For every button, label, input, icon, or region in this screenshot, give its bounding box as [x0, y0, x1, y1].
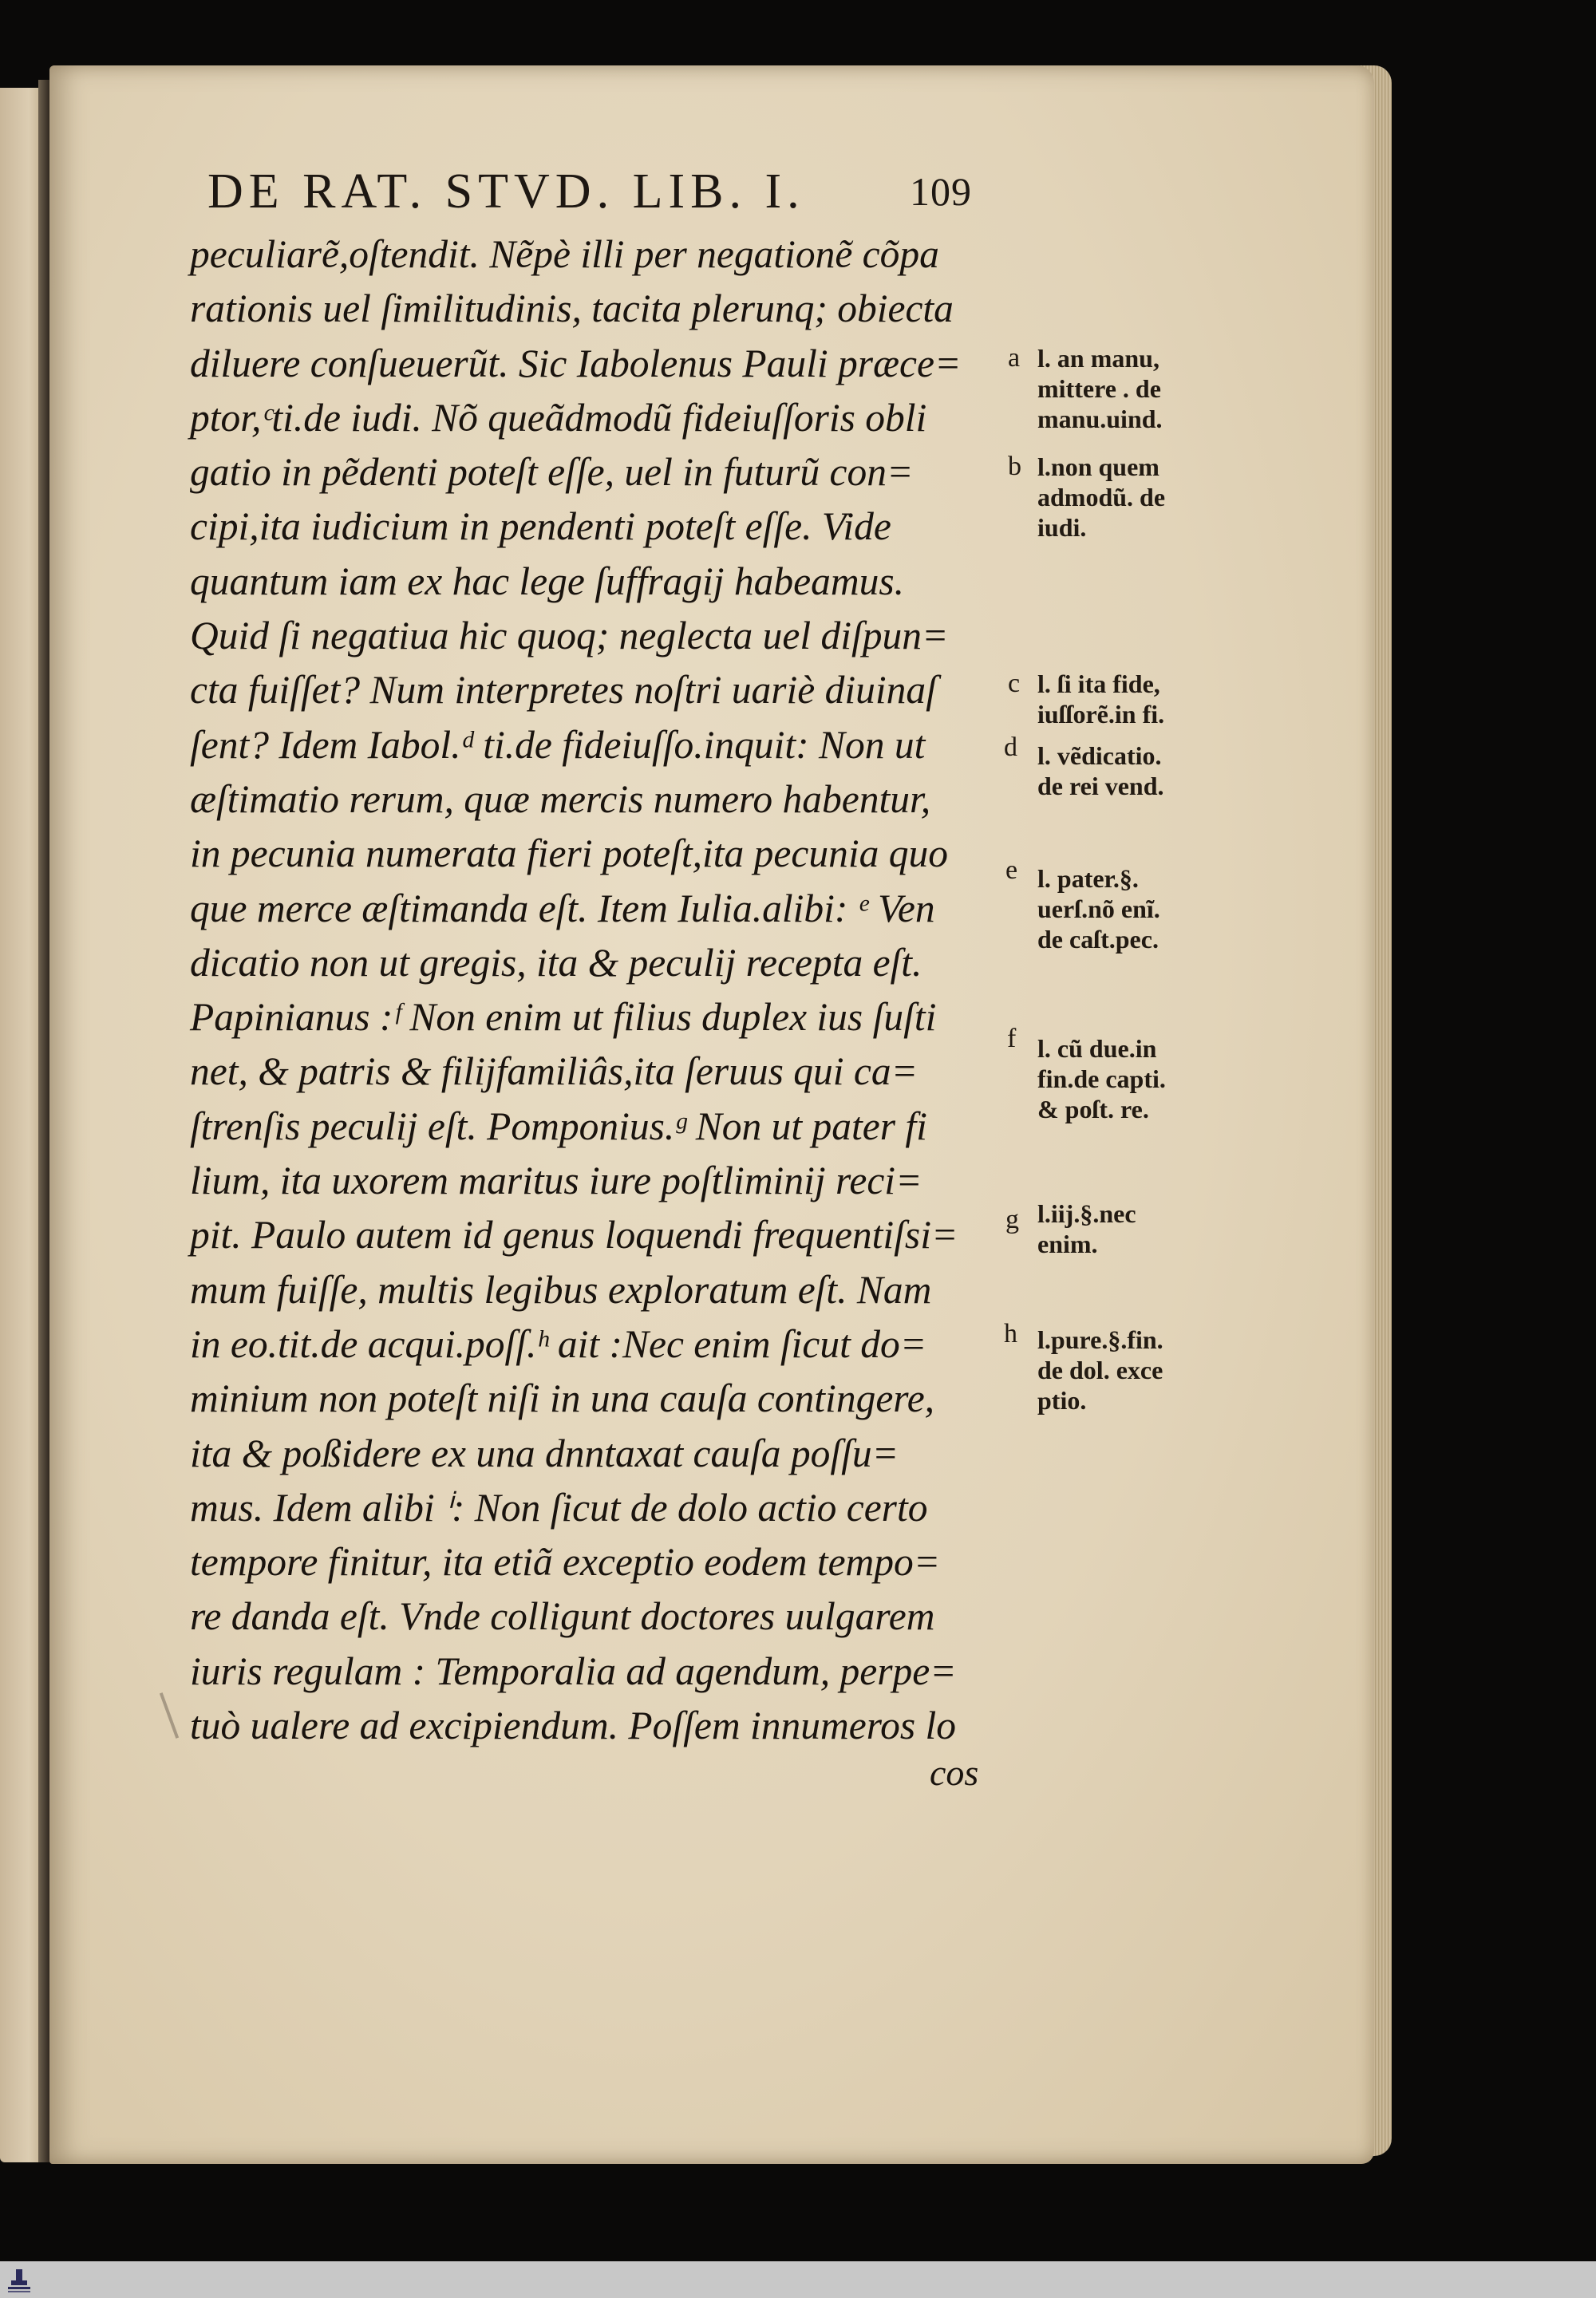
text-line: re danda eſt. Vnde colligunt doctores uulgarem	[190, 1594, 935, 1639]
text-line: mus. Idem alibi ⁱ: Non ſicut de dolo actio certo	[190, 1485, 928, 1530]
text-line: ſtrenſis peculij eſt. Pomponius.ᵍ Non ut pater fi	[190, 1104, 927, 1148]
note-line: l.pure.§.fin.	[1037, 1325, 1163, 1354]
note-line: enim.	[1037, 1230, 1098, 1258]
text-line: Quid ſi negatiua hic quoq; neglecta uel diſpun=	[190, 614, 949, 658]
margin-letter-c: c	[1008, 669, 1021, 698]
text-line: ita & poßidere ex una dnntaxat cauſa poſſu=	[190, 1431, 899, 1475]
text-line: ptor,ᶜti.de iudi. Nõ queãdmodũ fideiuſſoris obli	[190, 395, 927, 440]
note-line: & poſt. re.	[1037, 1095, 1149, 1123]
margin-note-e	[1037, 863, 1229, 954]
viewer-footer-bar	[0, 2261, 1596, 2298]
text-line: cipi,ita iudicium in pendenti poteſt eſſe. Vide	[190, 504, 891, 549]
note-line: de caſt.pec.	[1037, 925, 1159, 954]
text-line: rationis uel ſimilitudinis, tacita plerunq; obiecta	[190, 286, 954, 331]
note-line: de dol. exce	[1037, 1356, 1163, 1384]
text-line: æſtimatio rerum, quæ mercis numero habentur,	[190, 776, 931, 821]
note-line: l. cũ due.in	[1037, 1034, 1157, 1063]
text-line: tempore finitur, ita etiã exceptio eodem tempo=	[190, 1540, 941, 1585]
note-line: l. pater.§.	[1037, 864, 1139, 893]
library-logo-icon	[3, 2266, 35, 2295]
text-line: gatio in pẽdenti poteſt eſſe, uel in futurũ con=	[190, 450, 914, 495]
note-line: manu.uind.	[1037, 405, 1163, 433]
text-line: ſent? Idem Iabol.ᵈ ti.de fideiuſſo.inquit: Non ut	[190, 722, 926, 767]
text-line: peculiarẽ,oſtendit. Nẽpè illi per negationẽ cõpa	[190, 232, 939, 276]
note-line: iudi.	[1037, 513, 1087, 542]
margin-letter-a: a	[1008, 343, 1021, 373]
text-line: cta fuiſſet? Num interpretes noſtri uariè diuinaſ	[190, 668, 937, 713]
text-line: diluere conſueuerũt. Sic Iabolenus Pauli præce=	[190, 341, 962, 385]
margin-note-c	[1037, 669, 1229, 729]
note-line: admodũ. de	[1037, 483, 1166, 511]
note-line: ptio.	[1037, 1386, 1087, 1415]
margin-letter-f: f	[1007, 1024, 1017, 1053]
margin-note-a	[1037, 343, 1229, 434]
text-line: que merce æſtimanda eſt. Item Iulia.alibi: ᵉ Ven	[190, 886, 935, 930]
note-line: mittere . de	[1037, 374, 1161, 403]
note-line: l. an manu,	[1037, 344, 1159, 373]
margin-note-d	[1037, 740, 1229, 801]
text-line: dicatio non ut gregis, ita & peculij recepta eſt.	[190, 940, 922, 985]
note-line: l.non quem	[1037, 452, 1159, 481]
text-line: in pecunia numerata fieri poteſt,ita pecunia quo	[190, 831, 948, 876]
running-title: DE RAT. STVD. LIB. I.	[207, 164, 805, 219]
note-line: fin.de capti.	[1037, 1064, 1166, 1093]
text-line: in eo.tit.de acqui.poſſ.ʰ ait :Nec enim ſicut do=	[190, 1321, 927, 1366]
margin-note-b	[1037, 452, 1229, 543]
margin-letter-b: b	[1008, 452, 1021, 481]
text-line: Papinianus :ᶠ Non enim ut filius duplex ius ſuſti	[190, 995, 937, 1040]
note-line: iuſſorẽ.in fi.	[1037, 700, 1165, 728]
margin-letter-g: g	[1005, 1205, 1019, 1234]
running-header	[207, 164, 1005, 227]
margin-letter-h: h	[1004, 1319, 1017, 1348]
text-line: lium, ita uxorem maritus iure poſtliminij reci=	[190, 1159, 922, 1203]
text-line: pit. Paulo autem id genus loquendi frequentiſsi=	[190, 1213, 958, 1258]
catchword: cos	[930, 1752, 979, 1793]
folio-number: 109	[910, 169, 972, 214]
text-line: mum fuiſſe, multis legibus exploratum eſt. Nam	[190, 1267, 932, 1312]
margin-note-h	[1037, 1325, 1229, 1416]
note-line: de rei vend.	[1037, 772, 1164, 800]
text-line: tuò ualere ad excipiendum. Poſſem innumeros lo	[190, 1704, 957, 1748]
text-line: quantum iam ex hac lege ſuffragij habeamus.	[190, 559, 904, 603]
body-text	[190, 227, 1012, 1753]
text-line: iuris regulam : Temporalia ad agendum, perpe=	[190, 1648, 957, 1693]
margin-note-f	[1037, 1033, 1229, 1124]
margin-letter-d: d	[1004, 732, 1017, 762]
note-line: l. vẽdicatio.	[1037, 741, 1162, 770]
note-line: l.iij.§.nec	[1037, 1199, 1136, 1228]
note-line: l. ſi ita fide,	[1037, 669, 1160, 698]
note-line: uerſ.nõ enĩ.	[1037, 894, 1160, 923]
margin-note-g	[1037, 1198, 1229, 1259]
text-line: minium non poteſt niſi in una cauſa contingere,	[190, 1376, 935, 1421]
margin-letter-e: e	[1005, 855, 1018, 885]
text-line: net, & patris & filijfamiliâs,ita ſeruus qui ca=	[190, 1049, 918, 1094]
